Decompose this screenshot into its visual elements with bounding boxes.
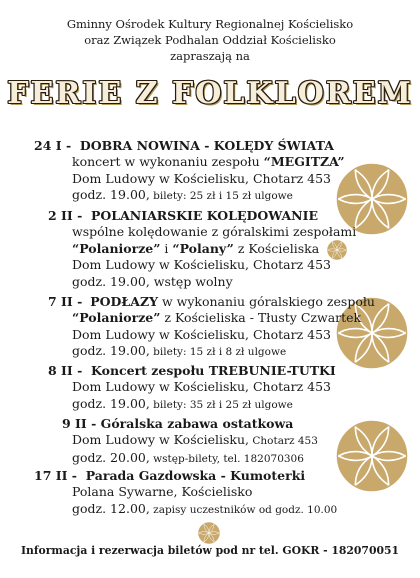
- event-date: 17 II -: [34, 468, 77, 483]
- event-name: Parada Gazdowska - Kumoterki: [85, 468, 306, 483]
- event-description: wspólne kolędowanie z góralskimi zespołami: [72, 224, 357, 240]
- event-registration: zapisy uczestników od godz. 10.00: [149, 503, 338, 516]
- event-place: Polana Sywarne, Kościelisko: [72, 484, 253, 500]
- event-2: 2 II - POLANIARSKIE KOLĘDOWANIE wspólne kolędowanie z góralskimi zespołami “Polaniorze” i “Polany” z Kościeliska Dom Ludowy w Kościelisku, Chotarz 453 godz. 19.00, wstęp wolny: [0, 208, 420, 290]
- event-4: [0, 363, 420, 413]
- event-date: 2 II -: [48, 208, 83, 223]
- event-place: Dom Ludowy w Kościelisku, Chotarz 453: [72, 326, 331, 342]
- event-name: PODŁAZY: [90, 294, 158, 309]
- event-date: 8 II -: [48, 363, 83, 378]
- contact-footer: Informacja i rezerwacja biletów pod nr tel. GOKR - 182070051: [20, 544, 399, 557]
- event-time: godz. 19.00,: [72, 343, 150, 359]
- poster-title: FERIE Z FOLKLOREM: [7, 76, 413, 111]
- event-place: Dom Ludowy w Kościelisku, Chotarz 453: [72, 170, 331, 186]
- organizer-line-2: oraz Związek Podhalan Oddział Kościelisko: [84, 33, 336, 47]
- event-tickets: bilety: 35 zł i 25 zł ulgowe: [149, 398, 293, 411]
- band-name: “Polaniorze”: [72, 240, 161, 256]
- event-time: godz. 19.00,: [72, 395, 150, 411]
- event-place: Dom Ludowy w Kościelisku,: [72, 432, 250, 448]
- event-description: koncert w wykonaniu zespołu: [72, 154, 264, 170]
- band-name: “Polany”: [172, 240, 234, 256]
- organizers-header: [0, 16, 420, 64]
- rosette-icon: [198, 522, 220, 544]
- band-name: “MEGITZA”: [263, 154, 345, 170]
- event-tickets: bilety: 15 zł i 8 zł ulgowe: [149, 346, 287, 359]
- event-name: POLANIARSKIE KOLĘDOWANIE: [91, 208, 318, 223]
- event-5: 9 II - Góralska zabawa ostatkowa Dom Ludowy w Kościelisku, Chotarz 453 godz. 20.00, wstęp-bilety, tel. 182070306: [62, 416, 318, 465]
- event-description: w wykonaniu góralskiego zespołu: [158, 294, 375, 309]
- event-date: 24 I -: [34, 138, 72, 153]
- event-name: Góralska zabawa ostatkowa: [100, 416, 294, 431]
- event-place: Dom Ludowy w Kościelisku, Chotarz 453: [72, 257, 331, 273]
- event-3: 7 II - PODŁAZY w wykonaniu góralskiego zespołu “Polaniorze” z Kościeliska - Tłusty Czwartek Dom Ludowy w Kościelisku, Chotarz 453 godz. 19.00, bilety: 15 zł i 8 zł ulgowe: [0, 294, 420, 361]
- event-tickets: wstęp-bilety, tel. 182070306: [149, 452, 304, 465]
- event-name: DOBRA NOWINA - KOLĘDY ŚWIATA: [79, 138, 334, 153]
- invite-line: zapraszają na: [170, 49, 250, 63]
- event-place: Dom Ludowy w Kościelisku, Chotarz 453: [72, 379, 331, 395]
- event-time: godz. 19.00, wstęp wolny: [72, 273, 233, 289]
- event-date: 9 II -: [62, 416, 97, 431]
- event-date: 7 II -: [48, 294, 83, 309]
- organizer-line-1: Gminny Ośrodek Kultury Regionalnej Kościelisko: [66, 17, 354, 31]
- event-name: Koncert zespołu TREBUNIE-TUTKI: [91, 363, 336, 378]
- event-1: [0, 138, 420, 205]
- event-6: [0, 468, 420, 518]
- event-time: godz. 19.00,: [72, 187, 150, 203]
- event-time: godz. 12.00,: [72, 500, 150, 516]
- event-time: godz. 20.00,: [72, 449, 150, 465]
- band-name: “Polaniorze”: [72, 310, 161, 326]
- event-tickets: bilety: 25 zł i 15 zł ulgowe: [149, 190, 293, 203]
